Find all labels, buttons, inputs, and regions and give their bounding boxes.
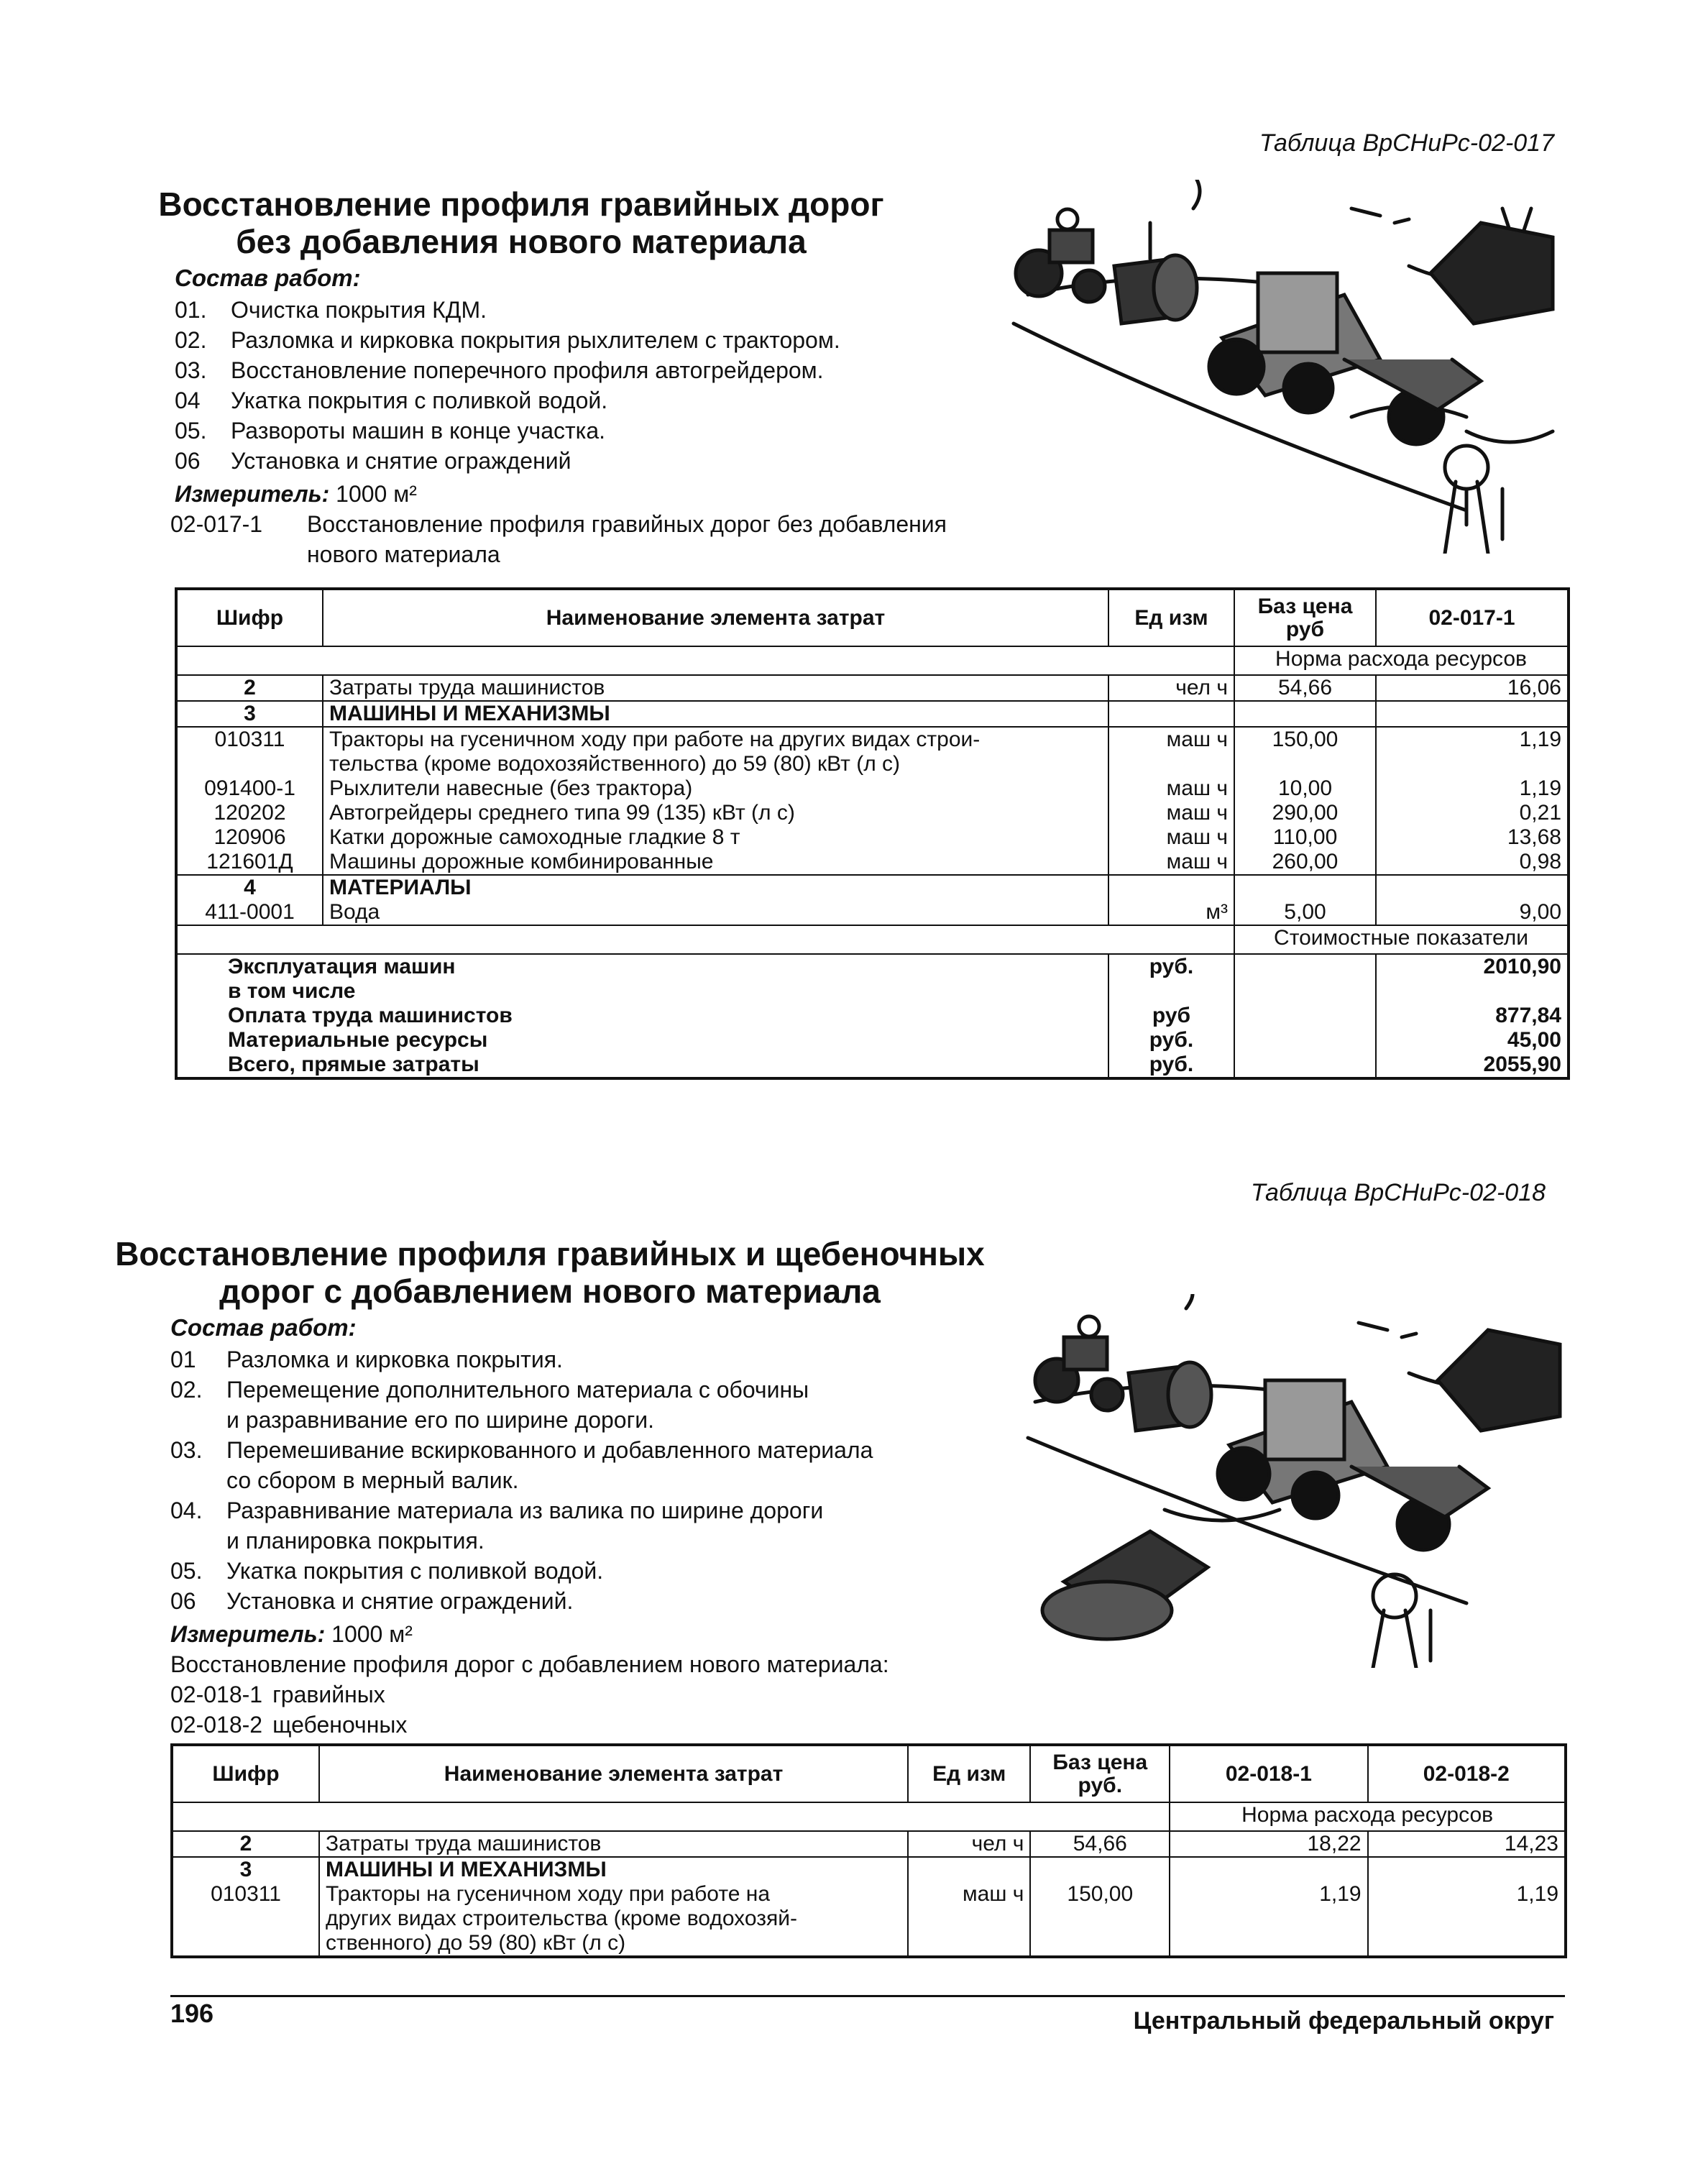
col-header-name: Наименование элемента затрат [319, 1745, 908, 1802]
title-line: Восстановление профиля гравийных и щебеночных [115, 1235, 985, 1272]
work-item: 03. Восстановление поперечного профиля автогрейдером. [175, 357, 824, 383]
cost-header-row [176, 925, 1569, 954]
cost-row: в том числе [176, 979, 1569, 1004]
footer-divider [170, 1995, 1565, 1997]
cost-row: Эксплуатация машин руб. 2010,90 [176, 954, 1569, 979]
table-row: других видах строительства (кроме водохозяй- [172, 1907, 1566, 1931]
table-row: 120202 Автогрейдеры среднего типа 99 (135) кВт (л с) маш ч 290,00 0,21 [176, 801, 1569, 825]
work-item: 02. Перемещение дополнительного материала с обочины [170, 1377, 809, 1403]
col-header-unit: Ед изм [1108, 589, 1234, 646]
work-item: со сбором в мерный валик. [226, 1467, 519, 1493]
work-item: 05. Укатка покрытия с поливкой водой. [170, 1558, 604, 1584]
road-machines-illustration [1021, 1294, 1567, 1668]
measure-label: Измеритель: [175, 481, 330, 507]
table-row: 2 Затраты труда машинистов чел ч 54,66 18,22 14,23 [172, 1831, 1566, 1857]
work-item: 06 Установка и снятие ограждений. [170, 1588, 574, 1614]
table-reference: Таблица ВрСНиРс-02-017 [1259, 129, 1554, 157]
col-header-code: Шифр [176, 589, 323, 646]
work-item: 03. Перемешивание вскиркованного и добавленного материала [170, 1437, 873, 1463]
table-row: 010311 Тракторы на гусеничном ходу при работе на других видах строи- маш ч 150,00 1,19 [176, 727, 1569, 752]
work-item: и разравнивание его по ширине дороги. [226, 1407, 655, 1433]
work-item: 06 Установка и снятие ограждений [175, 448, 571, 474]
table-row: 3 МАШИНЫ И МЕХАНИЗМЫ [176, 701, 1569, 727]
page-number: 196 [170, 1999, 214, 2028]
section-title [0, 185, 1042, 260]
work-item: 04. Разравнивание материала из валика по ширине дороги [170, 1498, 824, 1523]
title-line: без добавления нового материала [236, 223, 807, 260]
table-row: 121601Д Машины дорожные комбинированные маш ч 260,00 0,98 [176, 850, 1569, 875]
table-reference: Таблица ВрСНиРс-02-018 [1250, 1179, 1546, 1206]
cost-row: Оплата труда машинистов руб 877,84 [176, 1004, 1569, 1028]
table-row: 2 Затраты труда машинистов чел ч 54,66 16,06 [176, 675, 1569, 701]
works-list [170, 1344, 873, 1616]
resource-table-02-018 [170, 1743, 1567, 1958]
section-title [0, 1235, 1100, 1310]
work-item: 01. Очистка покрытия КДМ. [175, 297, 487, 323]
measure-line [175, 479, 417, 509]
col-header-unit: Ед изм [908, 1745, 1030, 1802]
intro-text: Восстановление профиля дорог с добавлением нового материала: [170, 1651, 889, 1677]
cost-label: Стоимостные показатели [1234, 925, 1569, 954]
col-header-code: Шифр [172, 1745, 319, 1802]
col-header-02-017-1: 02-017-1 [1376, 589, 1569, 646]
norm-row [176, 646, 1569, 675]
work-item: 02. Разломка и кирковка покрытия рыхлителем с трактором. [175, 327, 840, 353]
measure-label: Измеритель: [170, 1621, 326, 1647]
table-row: 4 МАТЕРИАЛЫ [176, 875, 1569, 900]
measure-line [170, 1619, 413, 1649]
measure-value: 1000 м² [331, 1621, 413, 1647]
table-row: 411-0001 Вода м³ 5,00 9,00 [176, 900, 1569, 925]
table-row: 010311 Тракторы на гусеничном ходу при работе на маш ч 150,00 1,19 1,19 [172, 1882, 1566, 1907]
col-header-name: Наименование элемента затрат [323, 589, 1108, 646]
resource-table-02-017 [175, 587, 1570, 1080]
title-line: Восстановление профиля гравийных дорог [158, 185, 884, 223]
norm-label: Норма расхода ресурсов [1170, 1802, 1566, 1831]
code-list: 02-018-1 гравийных 02-018-2 щебеночных [170, 1682, 408, 1738]
works-label: Состав работ: [170, 1314, 357, 1341]
col-header-02-018-2: 02-018-2 [1368, 1745, 1566, 1802]
cost-row: Всего, прямые затраты руб. 2055,90 [176, 1052, 1569, 1078]
work-item: 04 Укатка покрытия с поливкой водой. [175, 387, 608, 413]
table-row: тельства (кроме водохозяйственного) до 59 (80) кВт (л с) [176, 752, 1569, 776]
title-line: дорог с добавлением нового материала [219, 1272, 881, 1310]
norm-row [172, 1802, 1566, 1831]
road-machines-illustration [1006, 180, 1567, 554]
work-item: 05. Развороты машин в конце участка. [175, 418, 606, 444]
work-item: 01 Разломка и кирковка покрытия. [170, 1347, 563, 1372]
works-label: Состав работ: [175, 265, 361, 291]
code-description: 02-017-1 Восстановление профиля гравийных дорог без добавления нового материала [170, 511, 947, 567]
col-header-price: Баз цена руб [1234, 589, 1376, 646]
table-row: 3 МАШИНЫ И МЕХАНИЗМЫ [172, 1857, 1566, 1882]
work-item: и планировка покрытия. [226, 1528, 485, 1554]
footer-region: Центральный федеральный округ [1133, 2007, 1554, 2035]
norm-label: Норма расхода ресурсов [1234, 646, 1569, 675]
measure-value: 1000 м² [336, 481, 417, 507]
table-row: 120906 Катки дорожные самоходные гладкие 8 т маш ч 110,00 13,68 [176, 825, 1569, 850]
table-row: ственного) до 59 (80) кВт (л с) [172, 1931, 1566, 1957]
cost-row: Материальные ресурсы руб. 45,00 [176, 1028, 1569, 1052]
col-header-02-018-1: 02-018-1 [1170, 1745, 1367, 1802]
col-header-price: Баз цена руб. [1030, 1745, 1170, 1802]
works-list [175, 295, 840, 476]
table-row: 091400-1 Рыхлители навесные (без трактора) маш ч 10,00 1,19 [176, 776, 1569, 801]
